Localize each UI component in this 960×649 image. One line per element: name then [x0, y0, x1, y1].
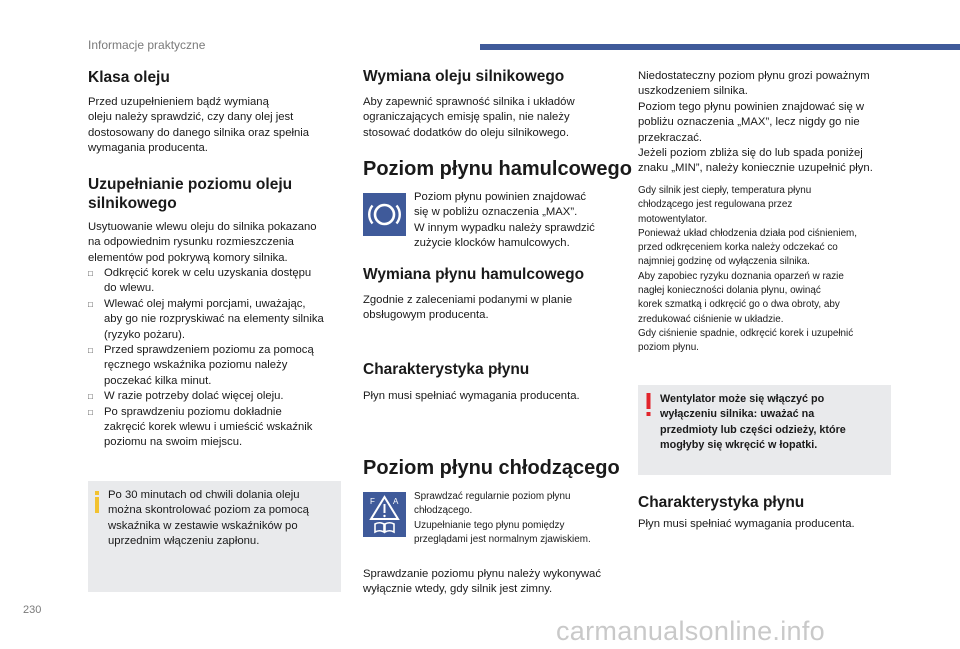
list-item: □ W razie potrzeby dolać więcej oleju. — [88, 389, 358, 404]
coolant-cold-text: Sprawdzanie poziomu płynu należy wykonywać wyłącznie wtedy, gdy silnik jest zimny. — [363, 568, 601, 596]
coolant-hot-text: Gdy silnik jest ciepły, temperatura płynu chłodzącego jest regulowana przez motowentylator. Ponieważ układ chłodzenia działa pod ciśnieniem, przed odkręceniem korka należy odczekać co najmniej godzinę od wyłączenia silnika. Aby zapobiec ryzyku doznania oparzeń w razie nagłej konieczności dolania płynu, owinąć korek szmatką i odkręcić go o dwa obroty, aby zredukować ciśnienie w układzie. Gdy ciśnienie spadnie, odkręcić korek i uzupełnić poziom płynu. — [638, 185, 858, 354]
info-icon — [95, 491, 99, 513]
info-box — [88, 481, 341, 592]
svg-text:A: A — [393, 497, 399, 506]
title-brake-fluid-change: Wymiana płynu hamulcowego — [363, 266, 585, 283]
oil-topup-text: Usytuowanie wlewu oleju do silnika pokazano na odpowiednim rysunku rozmieszczenia elementów pod pokrywą komory silnika. — [88, 221, 317, 264]
coolant-level-text: Niedostateczny poziom płynu grozi poważnym uszkodzeniem silnika. Poziom tego płynu powinien znajdować się w pobliżu oznaczenia „MAX”, lecz nigdy go nie przekraczać. Jeżeli poziom zbliża się do lub spada poniżej znaku „MIN”, należy koniecznie uzupełnić płyn. — [638, 70, 873, 175]
oil-class-text: Przed uzupełnieniem bądź wymianą oleju należy sprawdzić, czy dany olej jest dostosowany do danego silnika oraz spełnia wymagania producenta. — [88, 96, 310, 155]
title-oil-topup: Uzupełnianie poziomu oleju silnikowego — [88, 176, 293, 212]
coolant-check-text: Sprawdzać regularnie poziom płynu chłodzącego. Uzupełnianie tego płynu pomiędzy przeglądami jest normalnym zjawiskiem. — [414, 491, 591, 545]
warning-box — [638, 385, 891, 475]
warning-icon — [646, 393, 651, 417]
page-number: 230 — [23, 604, 42, 616]
brake-change-text: Zgodnie z zaleceniami podanymi w planie obsługowym producenta. — [363, 294, 573, 322]
title-coolant-spec: Charakterystyka płynu — [638, 494, 805, 511]
list-item: □ Po sprawdzeniu poziomu dokładnie zakręcić korek wlewu i umieścić wskaźnik poziomu na swoim miejscu. — [88, 405, 358, 451]
brake-warning-icon — [363, 193, 406, 236]
list-item: □ Przed sprawdzeniem poziomu za pomocą ręcznego wskaźnika poziomu należy poczekać kilka minut. — [88, 343, 358, 389]
section-header: Informacje praktyczne — [88, 38, 206, 52]
oil-topup-steps — [88, 266, 358, 451]
title-brake-fluid: Poziom płynu hamulcowego — [363, 158, 632, 180]
fluid-spec-text: Płyn musi spełniać wymagania producenta. — [363, 390, 580, 402]
oil-change-text: Aby zapewnić sprawność silnika i układów ograniczających emisję spalin, nie należy stosować dodatków do oleju silnikowego. — [363, 96, 575, 139]
svg-text:F: F — [370, 497, 375, 506]
info-text: Po 30 minutach od chwili dolania oleju można skontrolować poziom za pomocą wskaźnika w zestawie wskaźników po uprzednim włączeniu zapłonu. — [108, 489, 309, 548]
header-accent-bar — [480, 44, 960, 50]
title-coolant: Poziom płynu chłodzącego — [363, 457, 620, 479]
watermark: carmanualsonline.info — [556, 616, 825, 646]
coolant-manual-icon — [363, 492, 406, 537]
warning-text: Wentylator może się włączyć po wyłączeniu silnika: uważać na przedmioty lub części odzieży, które mogłyby się wkręcić w łopatki. — [660, 393, 846, 452]
list-item: □ Odkręcić korek w celu uzyskania dostępu do wlewu. — [88, 266, 358, 297]
brake-fluid-text: Poziom płynu powinien znajdować się w pobliżu oznaczenia „MAX”. W innym wypadku należy sprawdzić zużycie klocków hamulcowych. — [414, 191, 595, 250]
title-fluid-spec: Charakterystyka płynu — [363, 361, 530, 378]
title-oil-change: Wymiana oleju silnikowego — [363, 68, 565, 85]
coolant-spec-text: Płyn musi spełniać wymagania producenta. — [638, 518, 855, 530]
title-oil-class: Klasa oleju — [88, 69, 170, 86]
list-item: □ Wlewać olej małymi porcjami, uważając, aby go nie rozpryskiwać na elementy silnika (ryzyko pożaru). — [88, 297, 358, 343]
